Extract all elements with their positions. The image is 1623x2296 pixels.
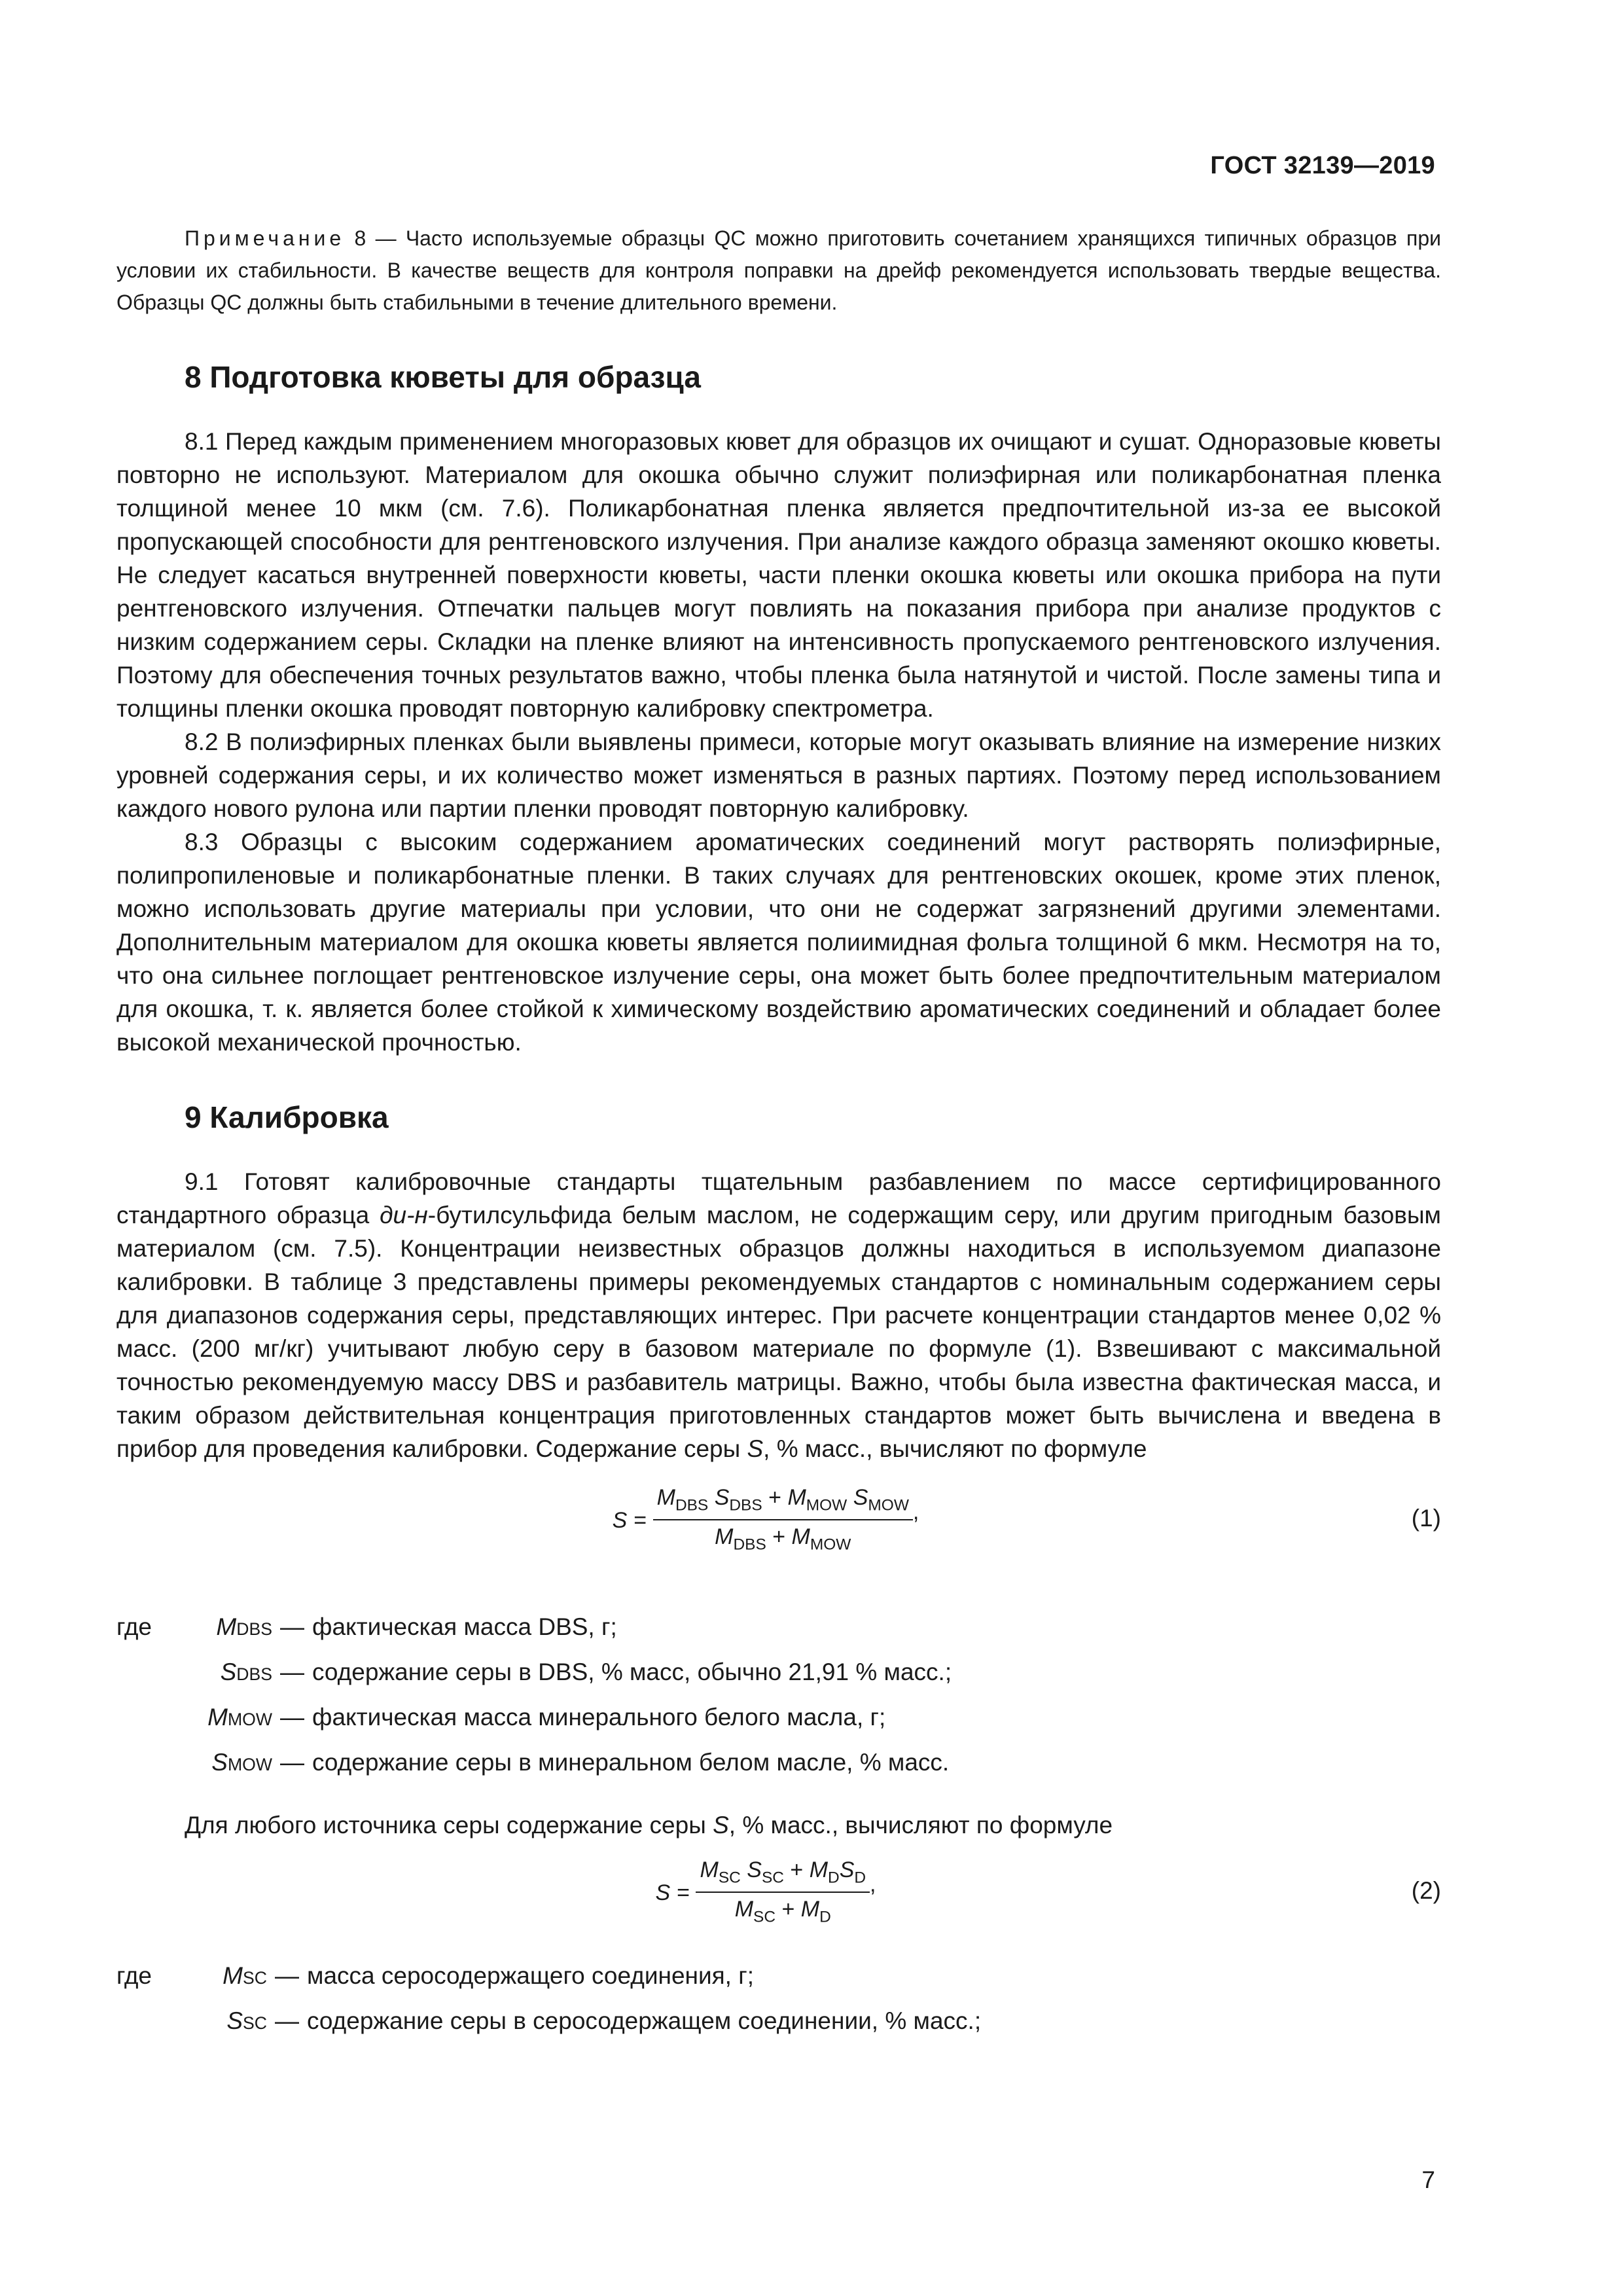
formula-2 bbox=[116, 1857, 1441, 1943]
note-label: Примечание bbox=[185, 226, 346, 250]
formula-1-number: (1) bbox=[1411, 1505, 1441, 1532]
symbol: M bbox=[207, 1704, 228, 1731]
symbol: S bbox=[220, 1659, 237, 1685]
definition-row: S MOW — содержание серы в минеральном белом масле, % масс. bbox=[116, 1741, 1441, 1786]
formula-2-comma: , bbox=[870, 1872, 876, 1897]
paragraph-9-formula2-intro: Для любого источника серы содержание серы S, % масс., вычисляют по формуле bbox=[185, 1812, 1113, 1839]
where-label: где bbox=[116, 1613, 152, 1640]
where-label: где bbox=[116, 1962, 152, 1989]
symbol: M bbox=[223, 1962, 243, 1989]
formula-1 bbox=[116, 1485, 1441, 1583]
definition-text: фактическая масса DBS, г; bbox=[312, 1613, 617, 1640]
formula-2-lhs: S = bbox=[655, 1880, 690, 1906]
definition-row: где M SC — масса серосодержащего соединения, г; bbox=[116, 1954, 1441, 2000]
formula-2-numerator: $M_{SC}$ $S_{SC} + M_DS_D$ bbox=[696, 1857, 870, 1893]
definition-row: S DBS — содержание серы в DBS, % масс, обычно 21,91 % масс.; bbox=[116, 1651, 1441, 1696]
formula-1-definitions bbox=[116, 1605, 1441, 1786]
formula-1-numerator: $M_{DBS}$ $S_{DBS} + M_{MOW}$ $S_{MOW}$ bbox=[653, 1485, 913, 1520]
formula-2-denominator: $M_{SC} + M_D$ bbox=[734, 1896, 831, 1926]
formula-2-number: (2) bbox=[1411, 1877, 1441, 1904]
definition-text: содержание серы в DBS, % масс, обычно 21,91 % масс.; bbox=[312, 1659, 952, 1685]
definition-text: содержание серы в серосодержащем соединении, % масс.; bbox=[307, 2007, 982, 2034]
page-content bbox=[116, 223, 1441, 2045]
formula-1-comma: , bbox=[912, 1499, 919, 1524]
section-9-title: 9 Калибровка bbox=[185, 1100, 389, 1134]
definition-text: фактическая масса минерального белого масла, г; bbox=[312, 1704, 886, 1731]
symbol: S bbox=[211, 1749, 228, 1776]
definition-text: содержание серы в минеральном белом масле, % масс. bbox=[312, 1749, 950, 1776]
note-text: 8 — Часто используемые образцы QC можно приготовить сочетанием хранящихся типичных образцов при условии их стабильности. В качестве веществ для контроля поправки на дрейф рекомендуется использовать твердые вещества. Образцы QC должны быть стабильными в течение длительного времени. bbox=[116, 226, 1441, 314]
paragraph-8-1: 8.1 Перед каждым применением многоразовых кювет для образцов их очищают и сушат. Одноразовые кюветы повторно не используют. Материалом для окошка обычно служит полиэфирная или поликарбонатная пленка толщиной менее 10 мкм (см. 7.6). Поликарбонатная пленка является предпочтительной из-за ее высокой пропускающей способности для рентгеновского излучения. При анализе каждого образца заменяют окошко кюветы. Не следует касаться внутренней поверхности кюветы, части пленки окошка кюветы или окошка прибора на пути рентгеновского излучения. Отпечатки пальцев могут повлиять на показания прибора при анализе продуктов с низким содержанием серы. Складки на пленке влияют на интенсивность пропускаемого рентгеновского излучения. Поэтому для обеспечения точных результатов важно, чтобы пленка была натянутой и чистой. После замены типа и толщины пленки окошка проводят повторную калибровку спектрометра. bbox=[116, 428, 1441, 722]
definition-row: M MOW — фактическая масса минерального белого масла, г; bbox=[116, 1696, 1441, 1741]
formula-2-definitions bbox=[116, 1954, 1441, 2045]
formula-1-lhs: S = bbox=[612, 1508, 647, 1534]
section-8-title: 8 Подготовка кюветы для образца bbox=[185, 360, 701, 394]
paragraph-9-1: 9.1 Готовят калибровочные стандарты тщательным разбавлением по массе сертифицированного стандартного образца ди-н-бутилсульфида белым маслом, не содержащим серу, или другим пригодным базовым материалом (см. 7.5). Концентрации неизвестных образцов должны находиться в используемом диапазоне калибровки. В таблице 3 представлены примеры рекомендуемых стандартов с номинальным содержанием серы для диапазонов содержания серы, представляющих интерес. При расчете концентрации стандартов менее 0,02 % масс. (200 мг/кг) учитывают любую серу в базовом материале по формуле (1). Взвешивают с максимальной точностью рекомендуемую массу DBS и разбавитель матрицы. Важно, чтобы была известна фактическая масса, и таким образом действительная концентрация приготовленных стандартов может быть вычислена и введена в прибор для проведения калибровки. Содержание серы S, % масс., вычисляют по формуле bbox=[116, 1168, 1441, 1462]
paragraph-8-3: 8.3 Образцы с высоким содержанием ароматических соединений могут растворять полиэфирные, полипропиленовые и поликарбонатные пленки. В таких случаях для рентгеновских окошек, кроме этих пленок, можно использовать другие материалы при условии, что они не содержат загрязнений другими элементами. Дополнительным материалом для окошка кюветы является полиимидная фольга толщиной 6 мкм. Несмотря на то, что она сильнее поглощает рентгеновское излучение серы, она может быть более предпочтительным материалом для окошка, т. к. является более стойкой к химическому воздействию ароматических соединений и обладает более высокой механической прочностью. bbox=[116, 829, 1441, 1056]
document-header: ГОСТ 32139—2019 bbox=[1210, 152, 1435, 179]
page-number: 7 bbox=[1421, 2166, 1435, 2193]
definition-row: где M DBS — фактическая масса DBS, г; bbox=[116, 1605, 1441, 1651]
symbol: S bbox=[226, 2007, 243, 2034]
paragraph-8-2: 8.2 В полиэфирных пленках были выявлены примеси, которые могут оказывать влияние на измерение низких уровней содержания серы, и их количество может изменяться в разных партиях. Поэтому перед использованием каждого нового рулона или партии пленки проводят повторную калибровку. bbox=[116, 728, 1441, 822]
note-paragraph bbox=[116, 223, 1441, 319]
symbol: M bbox=[216, 1613, 237, 1640]
definition-text: масса серосодержащего соединения, г; bbox=[307, 1962, 755, 1989]
definition-row: S SC — содержание серы в серосодержащем соединении, % масс.; bbox=[116, 2000, 1441, 2045]
formula-1-denominator: $M_{DBS} + M_{MOW}$ bbox=[715, 1524, 851, 1554]
